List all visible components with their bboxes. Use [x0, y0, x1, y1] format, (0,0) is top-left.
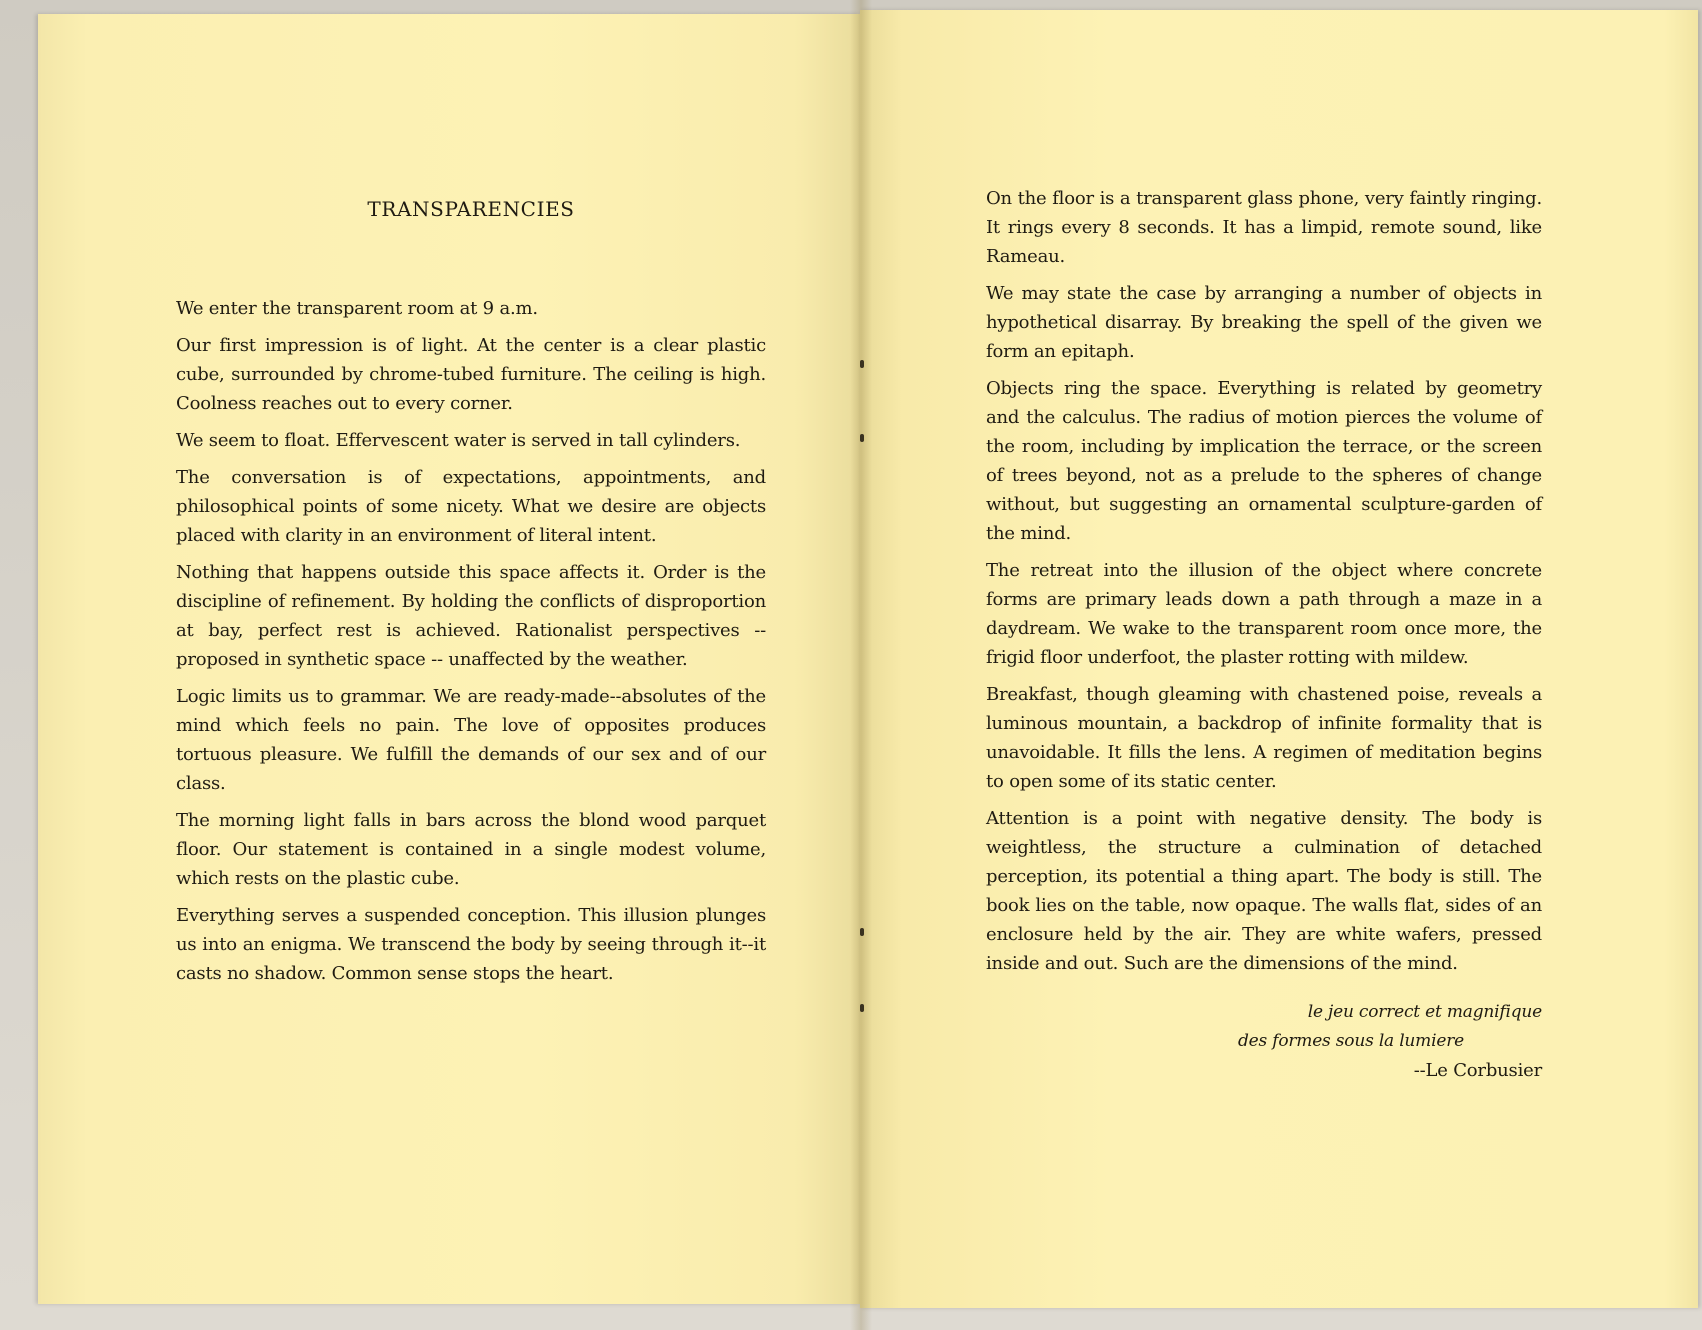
epigraph-attribution: --Le Corbusier	[1413, 1060, 1542, 1081]
paragraph: Everything serves a suspended conception. This illusion plunges us into an enigma. We transcend the body by seeing through it--it casts no shadow. Common sense stops the heart.	[176, 905, 766, 984]
epigraph	[986, 998, 1542, 1085]
left-text-column	[176, 294, 766, 996]
paragraph: The retreat into the illusion of the object where concrete forms are primary leads down a path through a maze in a daydream. We wake to the transparent room once more, the frigid floor underfoot, the plaster rotting with mildew.	[986, 560, 1542, 668]
paragraph: On the floor is a transparent glass phone, very faintly ringing. It rings every 8 seconds. It has a limpid, remote sound, like Rameau.	[986, 188, 1542, 267]
binding-mark	[860, 928, 864, 936]
epigraph-line: des formes sous la lumiere	[1237, 1031, 1464, 1051]
right-text-column	[986, 184, 1542, 1085]
paragraph: The morning light falls in bars across the blond wood parquet floor. Our statement is contained in a single modest volume, which rests on the plastic cube.	[176, 810, 766, 889]
binding-mark	[860, 360, 864, 368]
paragraph: Objects ring the space. Everything is related by geometry and the calculus. The radius of motion pierces the volume of the room, including by implication the terrace, or the screen of trees beyond, not as a prelude to the spheres of change without, but suggesting an ornamental sculpture-garden of the mind.	[986, 378, 1542, 544]
epigraph-line: le jeu correct et magnifique	[1307, 1002, 1542, 1022]
right-page	[860, 10, 1698, 1308]
paragraph: We may state the case by arranging a number of objects in hypothetical disarray. By breaking the spell of the given we form an epitaph.	[986, 283, 1542, 362]
paragraph: Breakfast, though gleaming with chastened poise, reveals a luminous mountain, a backdrop of infinite formality that is unavoidable. It fills the lens. A regimen of meditation begins to open some of its static center.	[986, 684, 1542, 792]
paragraph: The conversation is of expectations, appointments, and philosophical points of some nicety. What we desire are objects placed with clarity in an environment of literal intent.	[176, 467, 766, 546]
binding-mark	[860, 1004, 864, 1012]
paragraph: Our first impression is of light. At the center is a clear plastic cube, surrounded by chrome-tubed furniture. The ceiling is high. Coolness reaches out to every corner.	[176, 335, 766, 414]
paragraph: We enter the transparent room at 9 a.m.	[176, 298, 538, 319]
left-page	[38, 14, 860, 1304]
paragraph: Attention is a point with negative density. The body is weightless, the structure a culmination of detached perception, its potential a thing apart. The body is still. The book lies on the table, now opaque. The walls flat, sides of an enclosure held by the air. They are white wafers, pressed inside and out. Such are the dimensions of the mind.	[986, 808, 1542, 974]
binding-mark	[860, 434, 864, 442]
paragraph: We seem to float. Effervescent water is served in tall cylinders.	[176, 430, 741, 451]
paragraph: Logic limits us to grammar. We are ready-made--absolutes of the mind which feels no pain. The love of opposites produces tortuous pleasure. We fulfill the demands of our sex and of our class.	[176, 686, 766, 794]
paragraph: Nothing that happens outside this space affects it. Order is the discipline of refinement. By holding the conflicts of disproportion at bay, perfect rest is achieved. Rationalist perspectives -- proposed in synthetic space -- unaffected by the weather.	[176, 562, 766, 670]
page-title: TRANSPARENCIES	[367, 197, 575, 221]
